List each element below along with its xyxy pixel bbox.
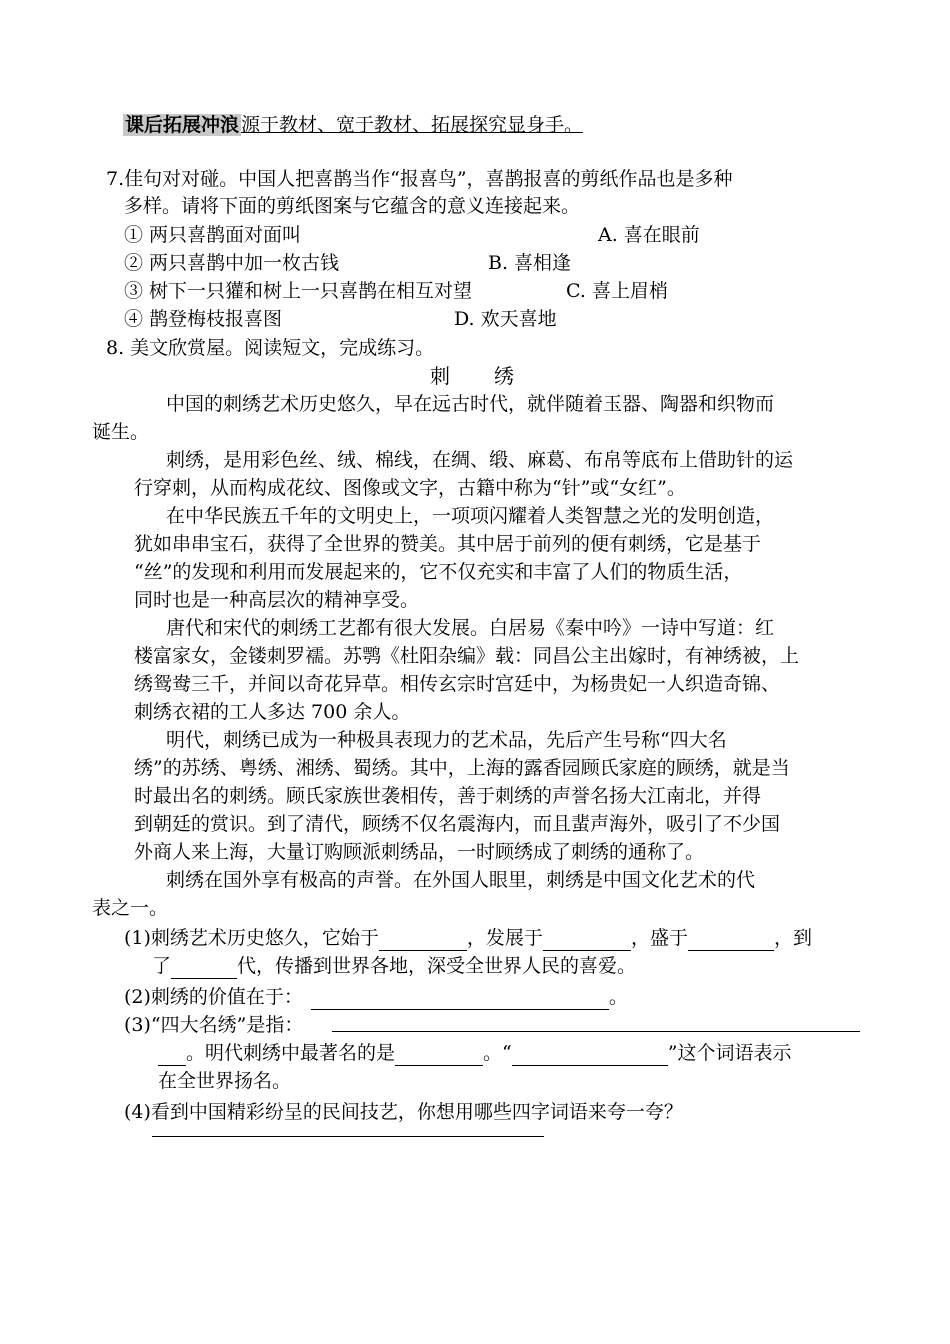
sub1-text-a: (1)刺绣艺术历史悠久，它始于	[124, 927, 379, 949]
sub4-line: (4)看到中国精彩纷呈的民间技艺，你想用哪些四字词语来夸一夸？	[124, 1101, 683, 1123]
sub1-text-d: ，到	[773, 927, 812, 949]
sub2-text-a: (2)刺绣的价值在于：	[124, 986, 303, 1008]
para-line-1: 中国的刺绣艺术历史悠久，早在远古时代，就伴随着玉器、陶器和织物而	[166, 393, 775, 415]
blank-flourish[interactable]	[688, 930, 774, 951]
section-header	[123, 112, 583, 138]
header-subtitle: 源于教材、宽于教材、拓展探究显身手。	[241, 114, 584, 136]
sub1-text-c: ，盛于	[630, 927, 688, 949]
q7-item-2-right: B. 喜相逢	[488, 252, 572, 274]
blank-develop[interactable]	[543, 930, 631, 951]
sub3-text-a: (3)“四大名绣”是指：	[124, 1014, 304, 1036]
sub3-line3: 在全世界扬名。	[158, 1070, 292, 1092]
blank-idiom[interactable]	[512, 1045, 668, 1066]
q7-item-4-right: D. 欢天喜地	[454, 308, 557, 330]
header-box-label: 课后拓展冲浪	[125, 114, 240, 136]
q7-item-2-left: ② 两只喜鹊中加一枚古钱	[124, 252, 340, 274]
blank-four-embroideries-cont[interactable]	[158, 1045, 186, 1066]
para-line-9: 唐代和宋代的刺绣工艺都有很大发展。白居易《秦中吟》一诗中写道：红	[166, 617, 775, 639]
q7-item-1-right: A. 喜在眼前	[598, 224, 700, 246]
blank-most-famous[interactable]	[395, 1045, 483, 1066]
para-line-3: 刺绣，是用彩色丝、绒、棉线，在绸、缎、麻葛、布帛等底布上借助针的运	[166, 449, 794, 471]
para-line-18: 刺绣在国外享有极高的声誉。在外国人眼里，刺绣是中国文化艺术的代	[166, 869, 756, 891]
para-line-5: 在中华民族五千年的文明史上，一项项闪耀着人类智慧之光的发明创造，	[166, 505, 775, 527]
para-line-6: 犹如串串宝石，获得了全世界的赞美。其中居于前列的便有刺绣，它是基于	[134, 533, 762, 555]
q7-item-1-left: ① 两只喜鹊面对面叫	[124, 224, 302, 246]
blank-four-embroideries[interactable]	[332, 1031, 860, 1032]
sub3-text-c: 。“	[483, 1042, 512, 1064]
sub3-line1	[124, 1012, 303, 1038]
sub1-text-f: 代，传播到世界各地，深受全世界人民的喜爱。	[237, 955, 637, 977]
para-line-17: 外商人来上海，大量订购顾派刺绣品，一时顾绣成了刺绣的通称了。	[134, 841, 705, 863]
blank-origin[interactable]	[379, 930, 467, 951]
para-line-12: 刺绣衣裙的工人多达 700 余人。	[134, 701, 411, 723]
para-line-16: 到朝廷的赏识。到了清代，顾绣不仅名震海内，而且蜚声海外，吸引了不少国	[134, 813, 781, 835]
blank-value[interactable]	[311, 989, 609, 1010]
para-line-8: 同时也是一种高层次的精神享受。	[134, 589, 420, 611]
para-line-7: “丝”的发现和利用而发展起来的，它不仅充实和丰富了人们的物质生活，	[134, 561, 743, 583]
q7-item-3-left: ③ 树下一只獾和树上一只喜鹊在相互对望	[124, 280, 473, 302]
para-line-13: 明代，刺绣已成为一种极具表现力的艺术品，先后产生号称“四大名	[166, 729, 727, 751]
para-line-14: 绣”的苏绣、粤绣、湘绣、蜀绣。其中，上海的露香园顾氏家庭的顾绣，就是当	[134, 757, 790, 779]
blank-dynasty[interactable]	[171, 958, 237, 979]
article-title: 刺绣	[430, 364, 558, 388]
para-line-4: 行穿刺，从而构成花纹、图像或文字，古籍中称为“针”或“女红”。	[134, 477, 686, 499]
sub2-text-b: 。	[608, 986, 628, 1008]
para-line-11: 绣鸳鸯三千，并间以奇花异草。相传玄宗时宫廷中，为杨贵妃一人织造奇锦、	[134, 673, 781, 695]
q7-item-3-right: C. 喜上眉梢	[566, 280, 668, 302]
para-line-15: 时最出名的刺绣。顾氏家族世袭相传，善于刺绣的声誉名扬大江南北，并得	[134, 785, 762, 807]
blank-four-char-words[interactable]	[152, 1136, 544, 1137]
sub2-line	[124, 984, 628, 1010]
q8-line: 8. 美文欣赏屋。阅读短文，完成练习。	[106, 337, 435, 359]
sub1-line1	[124, 925, 812, 951]
para-line-19: 表之一。	[92, 897, 169, 919]
q7-item-4-left: ④ 鹊登梅枝报喜图	[124, 308, 283, 330]
q7-line1: 7.佳句对对碰。中国人把喜鹊当作“报喜鸟”，喜鹊报喜的剪纸作品也是多种	[106, 168, 733, 190]
para-line-2: 诞生。	[92, 421, 150, 443]
para-line-10: 楼富家女，金镂刺罗襦。苏鹗《杜阳杂编》载：同昌公主出嫁时，有神绣被，上	[134, 645, 800, 667]
q7-line2: 多样。请将下面的剪纸图案与它蕴含的意义连接起来。	[124, 195, 581, 217]
sub1-text-e: 了	[152, 955, 172, 977]
sub1-text-b: ，发展于	[466, 927, 543, 949]
sub3-text-b: 。明代刺绣中最著名的是	[186, 1042, 396, 1064]
sub1-line2	[152, 953, 636, 979]
sub3-line2	[158, 1040, 791, 1066]
sub3-text-d: ”这个词语表示	[667, 1042, 792, 1064]
